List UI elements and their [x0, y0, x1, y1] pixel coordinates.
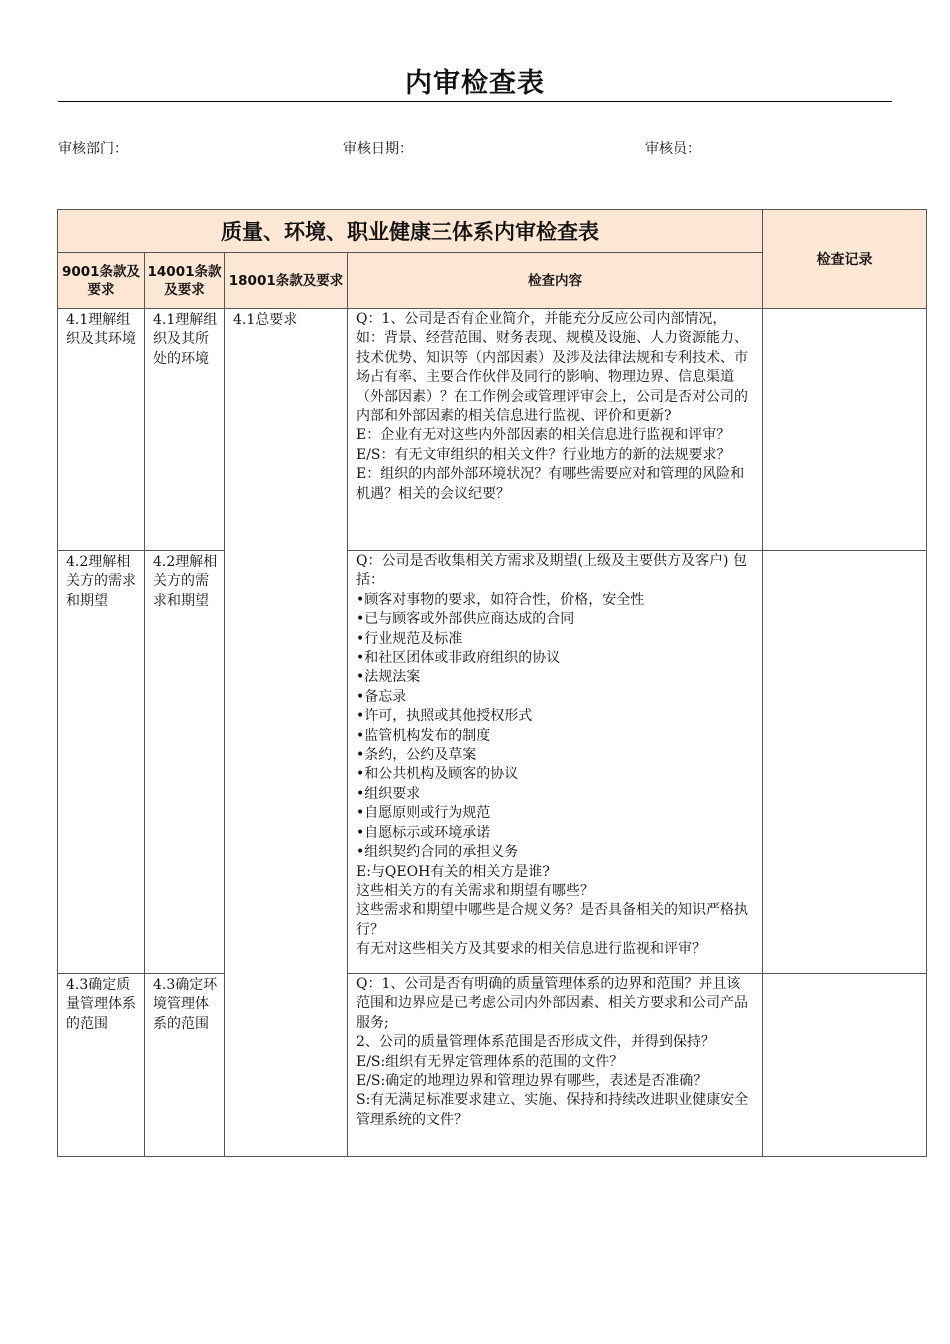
check-line: •顾客对事物的要求，如符合性，价格，安全性: [356, 591, 645, 608]
check-line: •自愿标示或环境承诺: [356, 824, 491, 841]
check-line: •备忘录: [356, 688, 407, 705]
check-line: E/S:确定的地理边界和管理边界有哪些，表述是否准确？: [356, 1073, 708, 1090]
check-line: Q：1、公司是否有明确的质量管理体系的边界和范围？并且该范围和边界应是已考虑公司内外部因素、相关方要求和公司产品服务;: [356, 976, 748, 1031]
title-underline: [58, 101, 892, 102]
check-line: E/S：有无文审组织的相关文件？行业地方的新的法规要求？: [356, 446, 731, 463]
table-row: [58, 551, 927, 974]
check-record-cell: [763, 309, 927, 551]
check-line: 有无对这些相关方及其要求的相关信息进行监视和评审？: [356, 941, 706, 958]
clause-14001-cell: 4.2理解相关方的需求和期望: [145, 551, 225, 974]
check-line: E：企业有无对这些内外部因素的相关信息进行监视和评审？: [356, 427, 731, 444]
audit-department-label: 审核部门：: [58, 141, 128, 157]
column-heading-14001: 14001条款及要求: [145, 253, 225, 309]
check-line: E/S:组织有无界定管理体系的范围的文件？: [356, 1053, 624, 1070]
check-line: •和公共机构及顾客的协议: [356, 766, 519, 783]
clause-9001-cell: 4.1理解组织及其环境: [58, 309, 145, 551]
check-line: •许可，执照或其他授权形式: [356, 708, 533, 725]
check-line: •已与顾客或外部供应商达成的合同: [356, 611, 575, 628]
clause-14001-cell: 4.1理解组织及其所处的环境: [145, 309, 225, 551]
table-row: [58, 974, 927, 1157]
check-line: •法规法案: [356, 669, 421, 686]
check-record-cell: [763, 974, 927, 1157]
check-line: 这些需求和期望中哪些是合规义务？是否具备相关的知识严格执行？: [356, 902, 748, 938]
check-line: 这些相关方的有关需求和期望有哪些？: [356, 882, 594, 899]
column-heading-18001: 18001条款及要求: [225, 253, 348, 309]
clause-14001-cell: 4.3确定环境管理体系的范围: [145, 974, 225, 1157]
check-line: E:与QEOH有关的相关方是谁?: [356, 863, 550, 880]
check-line: •监管机构发布的制度: [356, 727, 491, 744]
audit-checklist-table: [57, 209, 927, 1157]
check-line: •组织契约合同的承担义务: [356, 844, 519, 861]
clause-9001-cell: 4.2理解相关方的需求和期望: [58, 551, 145, 974]
check-line: •自愿原则或行为规范: [356, 805, 491, 822]
page-title: 内审检查表: [405, 68, 545, 99]
check-record-cell: [763, 551, 927, 974]
check-line: Q：公司是否收集相关方需求及期望(上级及主要供方及客户) 包括：: [356, 553, 747, 589]
auditor-label: 审核员：: [645, 141, 701, 157]
check-line: •条约，公约及草案: [356, 747, 477, 764]
clause-9001-cell: 4.3确定质量管理体系的范围: [58, 974, 145, 1157]
check-line: S:有无满足标准要求建立、实施、保持和持续改进职业健康安全管理系统的文件？: [356, 1092, 749, 1128]
audit-date-label: 审核日期：: [343, 141, 413, 157]
check-line: •和社区团体或非政府组织的协议: [356, 650, 561, 667]
check-line: •行业规范及标准: [356, 630, 463, 647]
check-line: E：组织的内部外部环境状况？有哪些需要应对和管理的风险和机遇？相关的会议纪要？: [356, 466, 745, 502]
check-content-cell: [348, 974, 763, 1157]
table-main-heading: 质量、环境、职业健康三体系内审检查表: [58, 210, 763, 253]
check-line: Q：1、公司是否有企业简介，并能充分反应公司内部情况，如：背景、经营范围、财务表现、规模及设施、人力资源能力、技术优势、知识等（内部因素）及涉及法律法规和专利技术、市场占有率、主要合作伙伴及同行的影响、物理边界、信息渠道（外部因素）？在工作例会或管理评审会上，公司是否对公司的内部和外部因素的相关信息进行监视、评价和更新?: [356, 311, 748, 425]
column-heading-content: 检查内容: [348, 253, 763, 309]
check-content-cell: [348, 309, 763, 551]
check-line: •组织要求: [356, 785, 421, 802]
check-line: 2、公司的质量管理体系范围是否形成文件，并得到保持？: [356, 1034, 715, 1051]
clause-18001-cell: 4.1总要求: [225, 309, 348, 1157]
table-row: [58, 309, 927, 551]
check-content-cell: [348, 551, 763, 974]
record-column-heading: 检查记录: [763, 210, 927, 309]
column-heading-9001: 9001条款及要求: [58, 253, 145, 309]
